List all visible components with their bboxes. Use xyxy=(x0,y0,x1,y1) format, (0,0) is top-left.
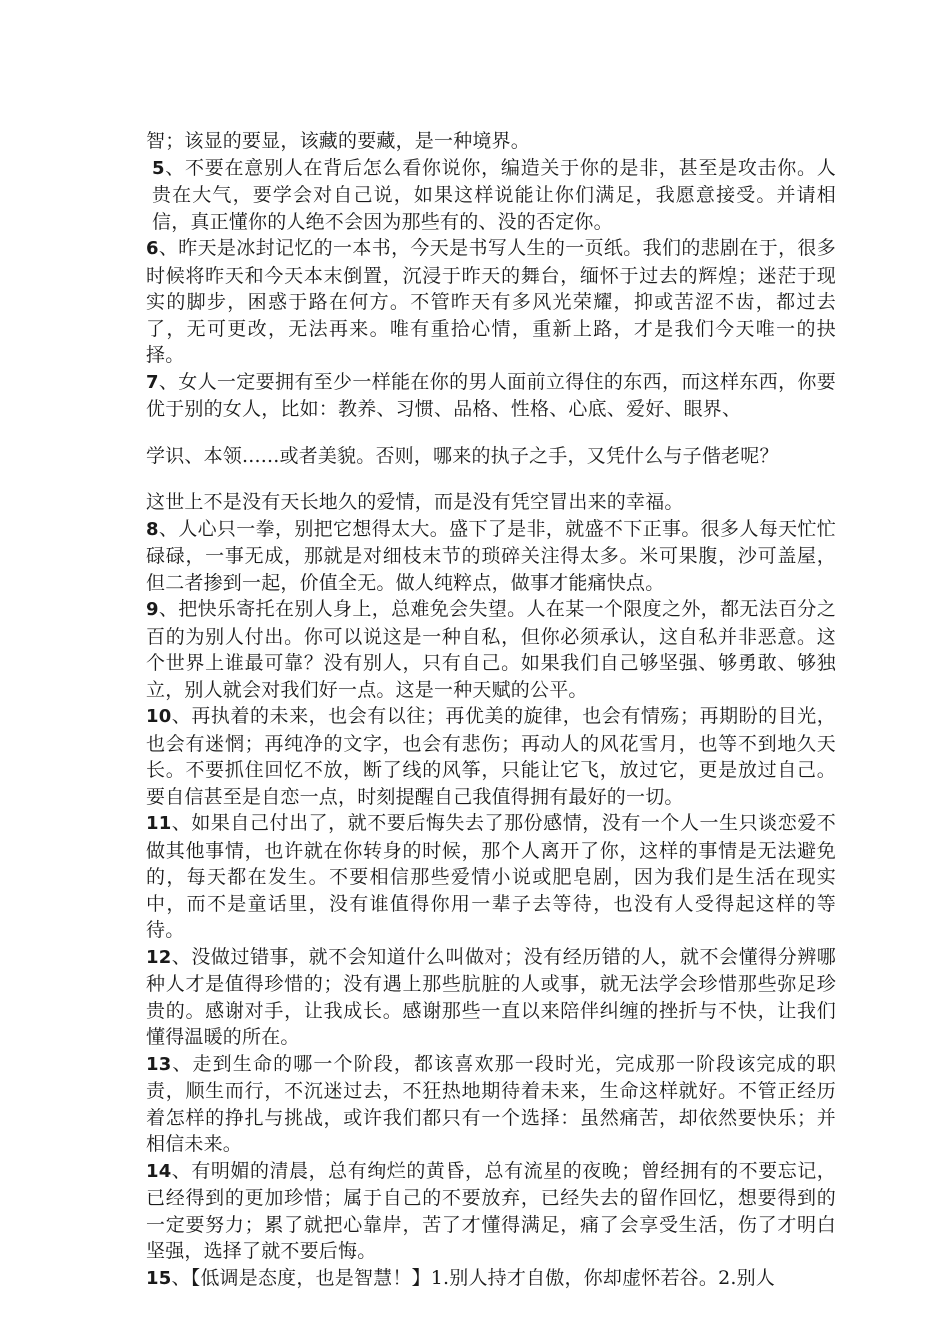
paragraph-number: 11 xyxy=(146,813,172,834)
paragraph-text: 、如果自己付出了，就不要后悔失去了那份感情，没有一个人一生只谈恋爱不做其他事情，也许就在你转身的时候，那个人离开了你，这样的事情是无法避免的，每天都在发生。不要相信那些爱情小说或肥皂剧，因为我们是生活在现实中，而不是童话里，没有谁值得你用一辈子去等待，也没有人受得起这样的等待。 xyxy=(146,812,836,941)
paragraph-number: 6 xyxy=(146,238,159,259)
paragraph-number: 9 xyxy=(146,599,159,620)
paragraph-number: 10 xyxy=(146,706,172,727)
paragraph-7-continued xyxy=(146,443,836,470)
paragraph-13 xyxy=(146,1051,836,1158)
paragraph-text: 、不要在意别人在背后怎么看你说你，编造关于你的是非，甚至是攻击你。人贵在大气，要学会对自己说，如果这样说能让你们满足，我愿意接受。并请相信，真正懂你的人绝不会因为那些有的、没的否定你。 xyxy=(152,156,836,233)
paragraph-text: 、女人一定要拥有至少一样能在你的男人面前立得住的东西，而这样东西，你要优于别的女人，比如：教养、习惯、品格、性格、心底、爱好、眼界、 xyxy=(146,370,836,420)
paragraph-15 xyxy=(146,1265,836,1293)
paragraph-number: 14 xyxy=(146,1160,172,1182)
paragraph-5 xyxy=(146,155,836,236)
paragraph-12 xyxy=(146,944,836,1051)
paragraph-number: 12 xyxy=(146,946,172,968)
paragraph-text: 、走到生命的哪一个阶段，都该喜欢那一段时光，完成那一阶段该完成的职责，顺生而行，不沉迷过去，不狂热地期待着未来，生命这样就好。不管正经历着怎样的挣扎与挑战，或许我们都只有一个选择：虽然痛苦，却依然要快乐；并相信未来。 xyxy=(146,1052,836,1155)
paragraph-text: 、没做过错事，就不会知道什么叫做对；没有经历错的人，就不会懂得分辨哪种人才是值得珍惜的；没有遇上那些肮脏的人或事，就无法学会珍惜那些弥足珍贵的。感谢对手，让我成长。感谢那些一直以来陪伴纠缠的挫折与不快，让我们懂得温暖的所在。 xyxy=(146,945,836,1048)
paragraph-7-closing xyxy=(146,489,836,516)
paragraph-text: 、再执着的未来，也会有以往；再优美的旋律，也会有情殇；再期盼的目光，也会有迷惘；再纯净的文字，也会有悲伤；再动人的风花雪月，也等不到地久天长。不要抓住回忆不放，断了线的风筝，只能让它飞，放过它，更是放过自己。要自信甚至是自恋一点，时刻提醒自己我值得拥有最好的一切。 xyxy=(146,705,836,808)
document-body xyxy=(146,128,836,1292)
paragraph-number: 15 xyxy=(146,1267,172,1289)
paragraph-number: 13 xyxy=(146,1053,172,1075)
paragraph-text: 、【低调是态度，也是智慧！】1.别人持才自傲，你却虚怀若谷。2.别人 xyxy=(171,1266,776,1289)
paragraph-number: 7 xyxy=(146,371,159,393)
paragraph-number: 5 xyxy=(152,157,165,179)
paragraph-text: 、有明媚的清晨，总有绚烂的黄昏，总有流星的夜晚；曾经拥有的不要忘记，已经得到的更加珍惜；属于自己的不要放弃，已经失去的留作回忆，想要得到的一定要努力；累了就把心靠岸，苦了才懂得满足，痛了会享受生活，伤了才明白坚强，选择了就不要后悔。 xyxy=(146,1159,836,1262)
paragraph-7 xyxy=(146,369,836,423)
paragraph-9 xyxy=(146,596,836,703)
paragraph-text: 学识、本领......或者美貌。否则，哪来的执子之手，又凭什么与子偕老呢？ xyxy=(146,444,779,467)
paragraph-intro-tail xyxy=(146,128,836,155)
paragraph-text: 这世上不是没有天长地久的爱情，而是没有凭空冒出来的幸福。 xyxy=(146,491,684,513)
paragraph-8 xyxy=(146,516,836,597)
paragraph-text: 、昨天是冰封记忆的一本书，今天是书写人生的一页纸。我们的悲剧在于，很多时候将昨天和今天本末倒置，沉浸于昨天的舞台，缅怀于过去的辉煌；迷茫于现实的脚步，困惑于路在何方。不管昨天有多风光荣耀，抑或苦涩不齿，都过去了，无可更改，无法再来。唯有重拾心情，重新上路，才是我们今天唯一的抉择。 xyxy=(146,237,836,366)
paragraph-number: 8 xyxy=(146,518,159,540)
paragraph-11 xyxy=(146,810,836,944)
paragraph-text: 智；该显的要显，该藏的要藏，是一种境界。 xyxy=(146,130,531,152)
paragraph-14 xyxy=(146,1158,836,1265)
paragraph-10 xyxy=(146,703,836,810)
paragraph-text: 、人心只一拳，别把它想得太大。盛下了是非，就盛不下正事。很多人每天忙忙碌碌，一事无成，那就是对细枝末节的琐碎关注得太多。米可果腹，沙可盖屋，但二者掺到一起，价值全无。做人纯粹点，做事才能痛快点。 xyxy=(146,517,836,594)
paragraph-text: 、把快乐寄托在别人身上，总难免会失望。人在某一个限度之外，都无法百分之百的为别人付出。你可以说这是一种自私，但你必须承认，这自私并非恶意。这个世界上谁最可靠？没有别人，只有自己。如果我们自己够坚强、够勇敢、够独立，别人就会对我们好一点。这是一种天赋的公平。 xyxy=(146,598,836,701)
paragraph-6 xyxy=(146,235,836,369)
